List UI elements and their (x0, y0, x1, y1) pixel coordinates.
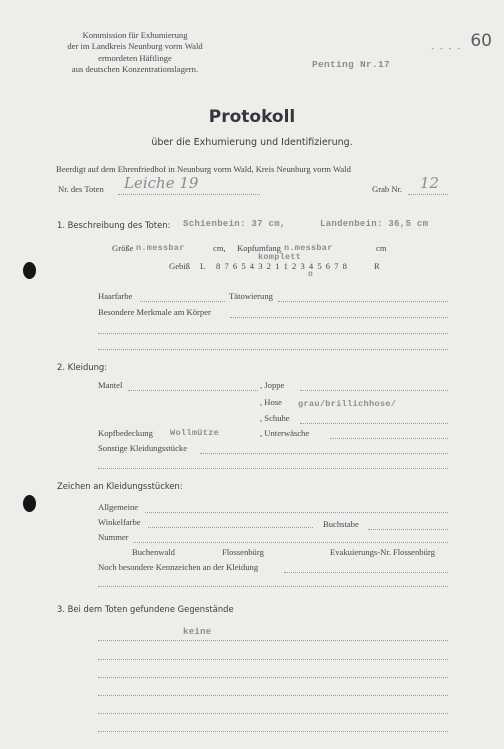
flossenbuerg-label: Flossenbürg (222, 547, 264, 557)
org-line-2: der im Landkreis Neunburg vorm Wald (67, 41, 203, 52)
sonstige-line-1 (200, 453, 448, 454)
allgemeine-label: Allgemeine (98, 502, 139, 512)
taetowierung-label: Tätowierung (229, 291, 273, 301)
cm-label-1: cm, (213, 243, 226, 253)
gebiss-overlay: komplett (258, 252, 302, 262)
kopfumfang-value: n.messbar (284, 243, 333, 253)
nummer-label: Nummer (98, 532, 129, 542)
evakuierung-label: Evakuierungs-Nr. Flossenbürg (330, 547, 435, 557)
sonstige-line-2 (98, 468, 448, 469)
kennzeichen-line-1 (284, 572, 448, 573)
grab-line (408, 194, 448, 195)
joppe-label: , Joppe (260, 380, 285, 390)
haarfarbe-line (140, 301, 225, 302)
kennzeichen-line-2 (98, 586, 448, 587)
winkelfarbe-line (148, 527, 313, 528)
buchenwald-label: Buchenwald (132, 547, 175, 557)
schienbein-value: Schienbein: 37 cm, (183, 219, 286, 229)
unterwaesche-line (330, 438, 448, 439)
taetowierung-line (278, 301, 448, 302)
sonstige-label: Sonstige Kleidungsstücke (98, 443, 188, 453)
buchstabe-label: Buchstabe (323, 519, 359, 529)
gegenstaende-line-4 (98, 695, 448, 696)
page-title: Protokoll (208, 107, 296, 127)
gebiss-mark: o (308, 270, 314, 279)
schuhe-label: , Schuhe (260, 413, 290, 423)
punch-hole-bottom (23, 495, 36, 512)
merkmale-label: Besondere Merkmale am Körper (98, 307, 211, 317)
kopfumfang-label: Kopfumfang (237, 243, 281, 253)
typed-reference: Penting Nr.17 (312, 59, 391, 70)
allgemeine-line (145, 512, 448, 513)
gegenstaende-line-3 (98, 677, 448, 678)
page-dash: - - - - (431, 44, 462, 53)
gegenstaende-line-1 (98, 640, 448, 641)
section3-heading: 3. Bei dem Toten gefundene Gegenstände (57, 604, 234, 614)
nr-value: Leiche 19 (124, 174, 199, 192)
gegenstaende-line-2 (98, 659, 448, 660)
gebiss-left: L (200, 261, 206, 271)
gegenstaende-line-5 (98, 713, 448, 714)
section2-heading: 2. Kleidung: (57, 362, 108, 372)
org-line-3: ermordeten Häftlinge (98, 52, 172, 63)
winkelfarbe-label: Winkelfarbe (98, 517, 141, 527)
nr-label: Nr. des Toten (58, 184, 104, 194)
org-line-1: Kommission für Exhumierung (82, 30, 188, 40)
buchstabe-line (368, 529, 448, 530)
gegenstaende-line-6 (98, 731, 448, 732)
merkmale-line-3 (98, 349, 448, 350)
grab-label: Grab Nr. (372, 184, 403, 194)
kennzeichen-label: Noch besondere Kennzeichen an der Kleidung (98, 562, 259, 572)
unterwaesche-label: , Unterwäsche (260, 428, 310, 438)
haarfarbe-label: Haarfarbe (98, 291, 133, 301)
mantel-label: Mantel (98, 380, 123, 390)
kopfbedeckung-value: Wollmütze (170, 428, 220, 438)
unterschenkel-value: Landenbein: 36,5 cm (320, 219, 429, 229)
page-subtitle: über die Exhumierung und Identifizierung. (151, 137, 353, 148)
page-number: 60 (470, 31, 492, 51)
hose-label: , Hose (260, 397, 282, 407)
mantel-line (128, 390, 258, 391)
hose-value: grau/brillichhose/ (298, 399, 397, 409)
groesse-label: Größe (112, 243, 134, 253)
nr-line (118, 194, 260, 195)
kopfbedeckung-label: Kopfbedeckung (98, 428, 153, 438)
burial-line: Beerdigt auf dem Ehrenfriedhof in Neunburg vorm Wald, Kreis Neunburg vorm Wald (56, 164, 351, 174)
punch-hole-top (23, 262, 36, 279)
cm-label-2: cm (376, 243, 387, 253)
org-line-4: aus deutschen Konzentrationslagern. (71, 64, 199, 75)
gebiss-label: Gebiß (169, 261, 191, 271)
joppe-line (300, 390, 448, 391)
merkmale-line-2 (98, 333, 448, 334)
merkmale-line-1 (230, 317, 448, 318)
section3-value: keine (183, 627, 212, 637)
grab-value: 12 (420, 174, 440, 192)
gebiss-right: R (374, 261, 380, 271)
groesse-value: n.messbar (136, 243, 185, 253)
section1-heading: 1. Beschreibung des Toten: (57, 220, 171, 230)
organization-header (40, 30, 230, 76)
gebiss-numbers: 8 7 6 5 4 3 2 1 1 2 3 4 5 6 7 8 (216, 261, 348, 271)
zeichen-heading: Zeichen an Kleidungsstücken: (57, 481, 183, 491)
nummer-line (133, 542, 448, 543)
schuhe-line (300, 423, 448, 424)
